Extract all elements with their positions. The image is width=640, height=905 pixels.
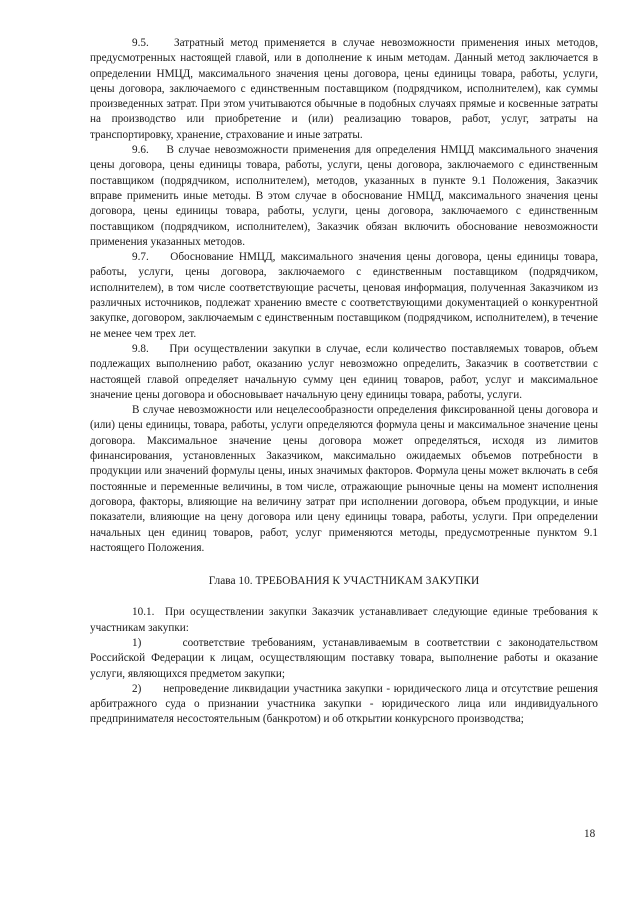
paragraph-price-formula: В случае невозможности или нецелесообразности определения фиксированной цены договора и (или) цены единицы, товара, работы, услуги определяются формула цены и максимальное значение цены договора. Максимальное значение цены договора может определяться, исходя из лимитов финансирования, установленных Заказчиком, максимально ожидаемых объемов потребности в продукции или значений формулы цены, иных значимых факторов. Формула цены может включать в себя постоянные и переменные величины, в том числе, отражающие рыночные цены на момент исполнения договора, факторы, влияющие на величину затрат при исполнении договора, объем продукции, и иные показатели, влияющие на цену договора или цену единицы товара, работы, услуги. При определении начальных цен единиц товаров, работ, услуг применяются методы, предусмотренные пунктом 9.1 настоящего Положения. — [90, 404, 598, 554]
document-body — [90, 36, 598, 728]
list-item-1: 1) соответствие требованиям, устанавливаемым в соответствии с законодательством Российской Федерации к лицам, осуществляющим поставку товара, выполнение работы и оказание услуги, являющихся предметом закупки; — [90, 636, 598, 680]
list-item-2: 2) непроведение ликвидации участника закупки - юридического лица и отсутствие решения арбитражного суда о признании участника закупки - юридического лица или индивидуального предпринимателя несостоятельным (банкротом) и об открытии конкурсного производства; — [90, 682, 598, 726]
paragraph-9-8: 9.8. При осуществлении закупки в случае, если количество поставляемых товаров, объем подлежащих выполнению работ, оказанию услуг невозможно определить, Заказчик в соответствии с настоящей главой определяет начальную сумму цен единиц товаров, работ, услуг и максимальное значение цены договора и обосновывает начальную цену единицы товара, работы, услуги. — [90, 342, 598, 401]
paragraph-9-7: 9.7. Обоснование НМЦД, максимального значения цены договора, цены единицы товара, работы, услуги, цены договора, заключаемого с единственным поставщиком (подрядчиком, исполнителем), в том числе соответствующие расчеты, ценовая информация, полученная Заказчиком из различных источников, подлежат хранению вместе с соответствующими документацией о конкурентной закупке, договором, заключаемым с единственным поставщиком (подрядчиком, исполнителем), в течение не менее чем трех лет. — [90, 251, 598, 340]
paragraph-9-5: 9.5. Затратный метод применяется в случае невозможности применения иных методов, предусмотренных настоящей главой, или в дополнение к иным методам. Данный метод заключается в определении НМЦД, максимального значения цены договора, цены единицы товара, работы, услуги, цены договора, заключаемого с единственным поставщиком (подрядчиком, исполнителем), как суммы произведенных затрат. При этом учитываются обычные в подобных случаях прямые и косвенные затраты на производство или приобретение и (или) реализацию товаров, работ, услуг, затраты на транспортировку, хранение, страхование и иные затраты. — [90, 37, 598, 141]
page-number: 18 — [584, 828, 596, 840]
paragraph-10-1: 10.1. При осуществлении закупки Заказчик устанавливает следующие единые требования к участникам закупки: — [90, 606, 598, 634]
paragraph-9-6: 9.6. В случае невозможности применения для определения НМЦД максимального значения цены договора, цены единицы товара, работы, услуги, цены договора, заключаемого с единственным поставщиком (подрядчиком, исполнителем), методов, указанных в пункте 9.1 Положения, Заказчик вправе применить иные методы. В этом случае в обоснование НМЦД, максимального значения цены договора, цены единицы товара, работы, услуги, цены договора, заключаемого с единственным поставщиком (подрядчиком, исполнителем), Заказчик обязан включить обоснование невозможности применения указанных методов. — [90, 144, 598, 248]
chapter-heading: Глава 10. ТРЕБОВАНИЯ К УЧАСТНИКАМ ЗАКУПКИ — [208, 575, 480, 588]
